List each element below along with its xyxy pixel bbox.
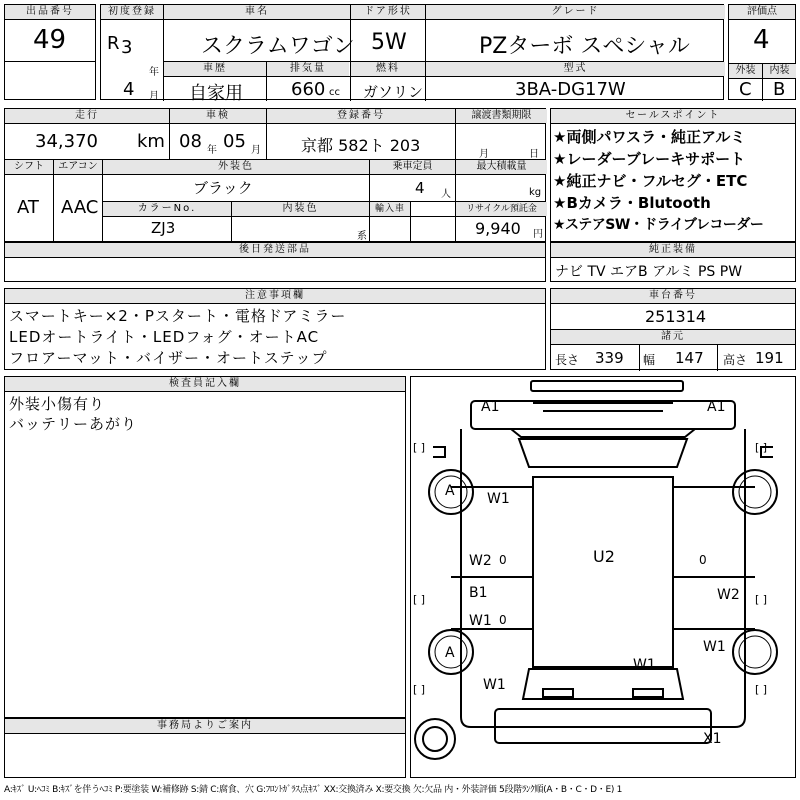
inspection-label: 車検: [170, 109, 266, 123]
inspector-label: 検査員記入欄: [5, 377, 405, 392]
first-reg-month: 4: [123, 79, 135, 100]
sales-point-item: ★純正ナビ・フルセグ・ETC: [553, 172, 748, 190]
score-value: 4: [753, 25, 770, 55]
shift-label: シフト: [5, 160, 53, 174]
mark-w1-5: W1: [483, 677, 506, 693]
mark-u2: U2: [593, 547, 615, 566]
notes-box: [4, 288, 546, 370]
mark-a-upper: A: [445, 483, 455, 499]
month-unit: 月: [149, 91, 159, 102]
length-label: 長さ: [555, 353, 580, 367]
vehicle-detail-box: [4, 108, 546, 242]
chassis-value: 251314: [645, 307, 707, 326]
mark-a1-left: A1: [481, 399, 500, 415]
displacement-label: 排気量: [267, 62, 349, 76]
dimensions-label: 諸元: [551, 330, 795, 344]
int-grade-value: B: [773, 79, 786, 100]
mark-w2-left: W2: [469, 553, 492, 569]
displacement-value: 660: [291, 79, 326, 100]
bracket-bottom-left: [ ]: [413, 683, 426, 696]
model-label: 型式: [426, 62, 725, 76]
grade-label: グレード: [426, 5, 725, 19]
lot-box: [4, 4, 96, 100]
inspector-box: [4, 376, 406, 718]
history-value: 自家用: [189, 83, 243, 104]
ext-grade-value: C: [739, 79, 752, 100]
max-load-label: 最大積載量: [456, 160, 547, 174]
mark-w1-2: W1: [469, 613, 492, 629]
capacity-label: 乗車定員: [370, 160, 455, 174]
aircon-value: AAC: [61, 197, 99, 218]
width-label: 幅: [643, 353, 656, 367]
length-value: 339: [595, 349, 624, 367]
mark-b1: B1: [469, 585, 488, 601]
first-reg-year: 3: [121, 37, 133, 58]
note-line: LEDオートライト・LEDフォグ・オートAC: [9, 328, 320, 346]
mark-a1-right: A1: [707, 399, 726, 415]
mark-w1-4: W1: [633, 657, 656, 673]
bracket-bottom-right: [ ]: [755, 683, 768, 696]
inspector-line: 外装小傷有り: [9, 395, 106, 413]
color-no-label: カラーNo.: [103, 202, 231, 216]
mark-zero-right: 0: [699, 553, 707, 567]
color-no-value: ZJ3: [151, 219, 176, 237]
bracket-mid-left: [ ]: [413, 593, 426, 606]
sales-point-item: ★レーダーブレーキサポート: [553, 150, 746, 168]
mark-x1: X1: [703, 731, 722, 747]
ext-grade-label: 外装: [729, 64, 762, 78]
inspector-line: バッテリーあがり: [9, 415, 138, 433]
inspection-year: 08: [179, 131, 202, 152]
width-value: 147: [675, 349, 704, 367]
recycle-unit: 円: [533, 229, 543, 240]
sales-point-item: ★ステアSW・ドライブレコーダー: [553, 217, 764, 233]
int-grade-label: 内装: [763, 64, 796, 78]
grade-value: PZターボ スペシャル: [479, 34, 690, 59]
score-label: 評価点: [729, 5, 795, 20]
transfer-label: 譲渡書類期限: [456, 109, 547, 123]
door-label: ドア形状: [351, 5, 425, 19]
office-label: 事務局よりご案内: [5, 719, 405, 734]
inspection-month: 05: [223, 131, 246, 152]
transfer-day-unit: 日: [529, 149, 539, 160]
plate-value: 京都 582ト 203: [301, 136, 421, 155]
car-diagram: [411, 377, 795, 777]
sales-points-label: セールスポイント: [551, 109, 795, 124]
inspection-year-unit: 年: [207, 145, 217, 156]
transfer-month-unit: 月: [479, 149, 489, 160]
sales-points-box: [550, 108, 796, 242]
equipment-box: [550, 242, 796, 282]
int-color-unit: 系: [357, 231, 367, 242]
legend: A:ｷｽﾞ U:ﾍｺﾐ B:ｷｽﾞを伴うﾍｺﾐ P:要塗装 W:補修跡 S:錆 C:腐食、穴 G:ﾌﾛﾝﾄｶﾞﾗｽ点ｷｽﾞ XX:交換済み X:要交換 欠:欠品 内・外装評価 5段階ﾗﾝｸ順(A・B・C・D・E) 1: [4, 785, 623, 795]
height-value: 191: [755, 349, 784, 367]
notes-label: 注意事項欄: [5, 289, 545, 304]
fuel-label: 燃料: [351, 62, 425, 76]
bracket-mid-right: [ ]: [755, 593, 768, 606]
history-label: 車歴: [164, 62, 266, 76]
era-mark: R: [107, 33, 120, 54]
ext-color-value: ブラック: [193, 179, 253, 197]
capacity-unit: 人: [441, 189, 451, 200]
mark-a-lower: A: [445, 645, 455, 661]
car-diagram-box: [410, 376, 796, 778]
mark-w2-right: W2: [717, 587, 740, 603]
note-line: スマートキー×2・Pスタート・電格ドアミラー: [9, 307, 347, 325]
mileage-label: 走行: [5, 109, 169, 123]
bracket-top-left: [ ]: [413, 441, 426, 454]
main-info-box: [100, 4, 724, 104]
bracket-top-right: [ ]: [755, 441, 768, 454]
equipment-label: 純正装備: [551, 243, 795, 258]
mileage-value: 34,370: [35, 131, 98, 152]
mark-zero-mid: 0: [499, 613, 507, 627]
note-line: フロアーマット・バイザー・オートステップ: [9, 349, 328, 367]
int-color-label: 内装色: [232, 202, 369, 216]
height-label: 高さ: [723, 353, 748, 367]
ext-color-label: 外装色: [103, 160, 369, 174]
sales-point-item: ★両側パワスラ・純正アルミ: [553, 128, 746, 146]
office-box: [4, 718, 406, 778]
later-parts-box: [4, 242, 546, 282]
chassis-label: 車台番号: [551, 289, 795, 304]
mark-w1-3: W1: [703, 639, 726, 655]
fuel-value: ガソリン: [363, 83, 424, 101]
recycle-label: リサイクル預託金: [456, 202, 547, 216]
mark-zero-left: 0: [499, 553, 507, 567]
car-name-label: 車名: [164, 5, 350, 19]
plate-label: 登録番号: [267, 109, 455, 123]
displacement-unit: cc: [329, 87, 340, 98]
capacity-value: 4: [415, 179, 425, 197]
door-value: 5W: [371, 30, 407, 55]
recycle-value: 9,940: [475, 219, 521, 238]
mileage-unit: km: [137, 131, 165, 152]
equipment-value: ナビ TV エアB アルミ PS PW: [555, 264, 743, 280]
later-parts-label: 後日発送部品: [5, 243, 545, 258]
model-value: 3BA-DG17W: [515, 79, 626, 100]
mark-w1-1: W1: [487, 491, 510, 507]
year-unit: 年: [149, 67, 159, 78]
car-name-value: スクラムワゴン: [201, 34, 355, 59]
inspection-month-unit: 月: [251, 145, 261, 156]
chassis-box: [550, 288, 796, 370]
import-label: 輸入車: [370, 202, 410, 216]
aircon-label: エアコン: [54, 160, 102, 174]
lot-label: 出品番号: [5, 5, 95, 20]
sales-point-item: ★Bカメラ・Blutooth: [553, 194, 711, 212]
first-reg-label: 初度登録: [101, 5, 163, 19]
max-load-unit: kg: [529, 187, 542, 198]
score-box: [728, 4, 796, 100]
lot-number: 49: [33, 25, 67, 55]
shift-value: AT: [17, 197, 39, 218]
